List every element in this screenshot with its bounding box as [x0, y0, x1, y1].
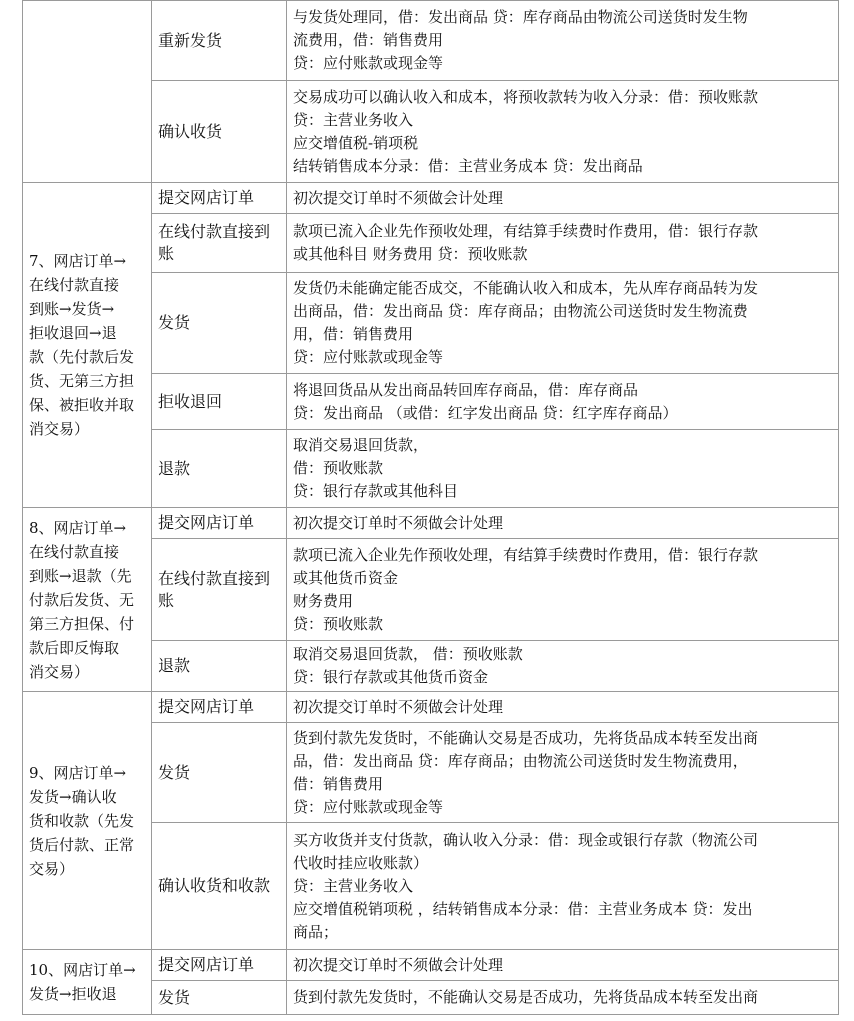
scenario-line: 消交易）	[29, 662, 90, 681]
entry-line: 货到付款先发货时，不能确认交易是否成功，先将货品成本转至发出商	[293, 988, 759, 1006]
entry-line: 款项已流入企业先作预收处理，有结算手续费时作费用，借：银行存款	[293, 545, 759, 564]
step-label: 退款	[158, 656, 191, 675]
entry-line: 买方收货并支付货款，确认收入分录：借：现金或银行存款（物流公司	[293, 830, 759, 849]
scenario-line: 消交易）	[29, 420, 90, 438]
table-row	[23, 508, 839, 539]
entry-line: 代收时挂应收账款）	[293, 853, 429, 872]
entry-line: 取消交易退回货款，	[293, 436, 429, 454]
scenario-line: 保、被拒收并取	[29, 396, 135, 414]
step-cell	[152, 539, 287, 641]
scenario-line: 到账→退款（先	[29, 566, 132, 585]
scenario-line: 拒收退回→退	[29, 324, 117, 342]
entry-line: 财务费用	[293, 591, 354, 610]
entry-line: 商品；	[293, 922, 339, 941]
entry-description	[287, 823, 839, 950]
step-cell	[152, 81, 287, 183]
step-cell	[152, 273, 287, 374]
entry-line: 取消交易退回货款， 借：预收账款	[293, 645, 523, 663]
entry-line: 贷：银行存款或其他货币资金	[293, 668, 489, 686]
entry-line: 应交增值税销项税 ，结转销售成本分录：借：主营业务成本 贷：发出	[293, 899, 753, 918]
entry-line: 出商品，借：发出商品 贷：库存商品；由物流公司送货时发生物流费	[293, 302, 748, 320]
step-cell	[152, 183, 287, 214]
entry-line: 贷：发出商品 （或借：红字发出商品 贷：红字库存商品）	[293, 403, 678, 422]
step-label: 退款	[158, 458, 191, 478]
entry-line: 初次提交订单时不须做会计处理	[293, 513, 504, 532]
scenario-line: 到账→发货→	[29, 300, 115, 318]
step-cell	[152, 641, 287, 692]
step-label: 提交网店订单	[158, 955, 255, 974]
scenario-line: 10、网店订单→	[29, 961, 136, 979]
step-label: 提交网店订单	[158, 513, 255, 532]
entry-description	[287, 214, 839, 273]
entry-description	[287, 539, 839, 641]
table-row	[23, 692, 839, 723]
entry-line: 初次提交订单时不须做会计处理	[293, 955, 504, 974]
entry-line: 初次提交订单时不须做会计处理	[293, 188, 504, 207]
scenario-line: 9、网店订单→	[29, 763, 127, 782]
entry-line: 或其他货币资金	[293, 568, 399, 587]
step-label: 发货	[158, 762, 191, 782]
entry-line: 应交增值税-销项税	[293, 133, 419, 152]
entry-description	[287, 508, 839, 539]
scenario-line: 款（先付款后发	[29, 348, 135, 366]
step-label: 重新发货	[158, 30, 223, 50]
entry-line: 贷：应付账款或现金等	[293, 54, 444, 72]
step-label: 提交网店订单	[158, 188, 255, 207]
entry-line: 贷：应付账款或现金等	[293, 797, 444, 816]
scenario-line: 7、网店订单→	[29, 252, 127, 270]
step-cell	[152, 823, 287, 950]
entry-line: 将退回货品从发出商品转回库存商品，借：库存商品	[293, 380, 639, 399]
scenario-line: 在线付款直接	[29, 542, 120, 561]
step-label: 在线付款直接到账	[158, 222, 271, 263]
step-cell	[152, 692, 287, 723]
scenario-line: 8、网店订单→	[29, 518, 127, 537]
entry-line: 贷：主营业务收入	[293, 110, 414, 129]
entry-description	[287, 723, 839, 823]
step-cell	[152, 430, 287, 508]
entry-line: 借：销售费用	[293, 774, 384, 793]
entry-description	[287, 981, 839, 1015]
entry-line: 流费用，借：销售费用	[293, 31, 444, 49]
entry-description	[287, 81, 839, 183]
step-cell	[152, 374, 287, 430]
scenario-line: 货、无第三方担	[29, 372, 135, 390]
step-label: 确认收货	[158, 121, 223, 141]
step-label: 发货	[158, 313, 191, 332]
entry-line: 与发货处理同，借：发出商品 贷：库存商品由物流公司送货时发生物	[293, 8, 748, 26]
scenario-line: 款后即反悔取	[29, 638, 120, 657]
table-row	[23, 950, 839, 981]
step-label: 发货	[158, 987, 191, 1007]
entry-line: 结转销售成本分录：借：主营业务成本 贷：发出商品	[293, 156, 643, 175]
step-label: 提交网店订单	[158, 697, 255, 716]
entry-description	[287, 950, 839, 981]
scenario-line: 在线付款直接	[29, 276, 120, 294]
step-cell	[152, 1, 287, 81]
scenario-line: 发货→拒收退	[29, 985, 117, 1003]
table-row	[23, 183, 839, 214]
entry-line: 用，借：销售费用	[293, 325, 414, 343]
step-cell	[152, 508, 287, 539]
scenario-line: 第三方担保、付	[29, 614, 135, 633]
scenario-line: 交易）	[29, 859, 75, 878]
entry-line: 贷：应付账款或现金等	[293, 348, 444, 366]
scenario-cell	[23, 692, 152, 950]
entry-line: 交易成功可以确认收入和成本，将预收款转为收入分录：借：预收账款	[293, 87, 759, 106]
entry-description	[287, 183, 839, 214]
scenario-line: 付款后发货、无	[29, 590, 135, 609]
table-row	[23, 1, 839, 81]
entry-line: 借：预收账款	[293, 459, 384, 477]
scenario-line: 发货→确认收	[29, 787, 117, 806]
step-cell	[152, 981, 287, 1015]
step-label: 确认收货和收款	[158, 876, 271, 895]
scenario-line: 货和收款（先发	[29, 811, 135, 830]
entry-line: 发货仍未能确定能否成交，不能确认收入和成本，先从库存商品转为发	[293, 279, 759, 297]
entry-description	[287, 1, 839, 81]
entry-description	[287, 641, 839, 692]
scenario-cell	[23, 183, 152, 508]
entry-description	[287, 430, 839, 508]
entry-line: 或其他科目 财务费用 贷：预收账款	[293, 245, 528, 263]
step-label: 拒收退回	[158, 391, 223, 411]
scenario-line: 货后付款、正常	[29, 835, 135, 854]
step-cell	[152, 214, 287, 273]
scenario-cell	[23, 1, 152, 183]
accounting-table	[22, 0, 839, 1015]
entry-description	[287, 692, 839, 723]
entry-line: 款项已流入企业先作预收处理，有结算手续费时作费用，借：银行存款	[293, 222, 759, 240]
step-cell	[152, 950, 287, 981]
scenario-cell	[23, 950, 152, 1015]
entry-description	[287, 273, 839, 374]
step-label: 在线付款直接到账	[158, 568, 271, 610]
entry-line: 贷：预收账款	[293, 614, 384, 633]
step-cell	[152, 723, 287, 823]
scenario-cell	[23, 508, 152, 692]
entry-line: 贷：主营业务收入	[293, 876, 414, 895]
entry-line: 品，借：发出商品 贷：库存商品；由物流公司送货时发生物流费用，	[293, 751, 748, 770]
entry-line: 初次提交订单时不须做会计处理	[293, 697, 504, 716]
entry-line: 贷：银行存款或其他科目	[293, 482, 459, 500]
entry-description	[287, 374, 839, 430]
entry-line: 货到付款先发货时，不能确认交易是否成功，先将货品成本转至发出商	[293, 728, 759, 747]
